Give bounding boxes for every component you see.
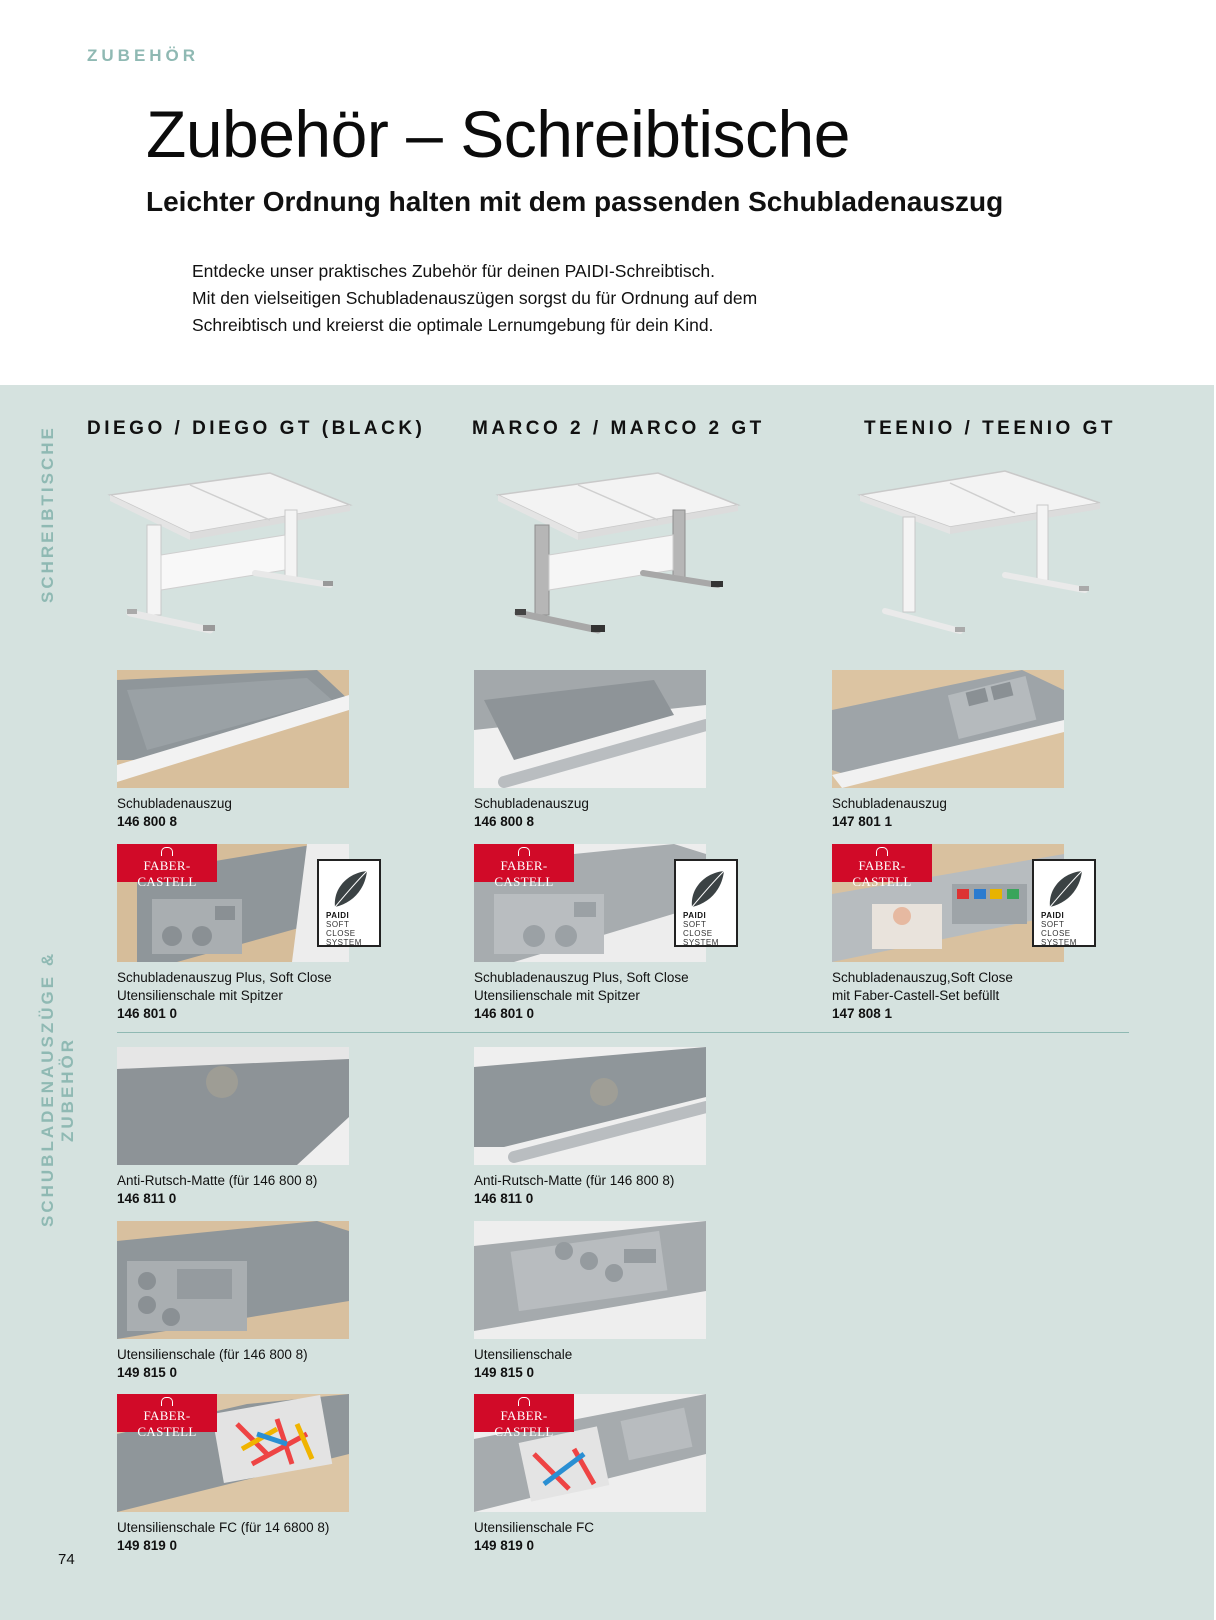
- drawer-photo: [117, 844, 349, 962]
- desk-image-teenio: [855, 465, 1105, 650]
- product-sku: 149 815 0: [474, 1365, 535, 1380]
- product-card: [474, 1221, 794, 1382]
- page-title: Zubehör – Schreibtische: [146, 97, 850, 171]
- product-sku: 149 819 0: [474, 1538, 535, 1553]
- faber-castell-logo: FABER-CASTELL: [117, 844, 217, 882]
- intro-text: [192, 258, 912, 339]
- product-name: Anti-Rutsch-Matte (für 146 800 8): [474, 1173, 675, 1188]
- product-name: Schubladenauszug,Soft Close: [832, 970, 1013, 985]
- product-card: [474, 670, 794, 831]
- product-card: [832, 670, 1152, 831]
- product-name: Schubladenauszug Plus, Soft Close: [117, 970, 332, 985]
- product-name: Schubladenauszug: [474, 796, 589, 811]
- desk-image-diego: [105, 465, 355, 650]
- product-sku: 149 815 0: [117, 1365, 178, 1380]
- product-sku: 146 801 0: [474, 1006, 535, 1021]
- intro-line: Schreibtisch und kreierst die optimale Lernumgebung für dein Kind.: [192, 315, 714, 335]
- product-card: [117, 1047, 437, 1208]
- product-sku: 146 811 0: [474, 1191, 534, 1206]
- leaf-icon: [329, 869, 371, 911]
- faber-castell-logo: FABER-CASTELL: [474, 844, 574, 882]
- section-kicker: ZUBEHÖR: [87, 46, 200, 65]
- page-number: 74: [58, 1551, 75, 1568]
- product-card: [117, 844, 437, 1023]
- tray-photo: [474, 1221, 706, 1339]
- product-name: Schubladenauszug: [832, 796, 947, 811]
- product-sku: 146 811 0: [117, 1191, 177, 1206]
- product-name: Schubladenauszug Plus, Soft Close: [474, 970, 689, 985]
- faber-castell-logo: FABER-CASTELL: [832, 844, 932, 882]
- tray-photo: [117, 1394, 349, 1512]
- tray-photo: [117, 1221, 349, 1339]
- desk-image-marco: [493, 465, 743, 650]
- product-card: [474, 1394, 794, 1555]
- section-divider: [117, 1032, 1129, 1033]
- side-label-desks: SCHREIBTISCHE: [38, 425, 57, 603]
- product-name: Utensilienschale: [474, 1347, 573, 1362]
- leaf-icon: [686, 869, 728, 911]
- product-sku: 146 801 0: [117, 1006, 178, 1021]
- product-card: [117, 670, 437, 831]
- product-name-line2: Utensilienschale mit Spitzer: [117, 988, 283, 1003]
- paidi-soft-close-badge: PAIDI SOFT CLOSE SYSTEM: [1032, 859, 1096, 947]
- product-card: [117, 1394, 437, 1555]
- paidi-soft-close-badge: PAIDI SOFT CLOSE SYSTEM: [317, 859, 381, 947]
- product-name-line2: mit Faber-Castell-Set befüllt: [832, 988, 1000, 1003]
- drawer-photo: [117, 670, 349, 788]
- drawer-photo: [832, 844, 1064, 962]
- product-name: Utensilienschale FC: [474, 1520, 595, 1535]
- product-sku: 146 800 8: [117, 814, 178, 829]
- product-sku: 147 808 1: [832, 1006, 893, 1021]
- drawer-photo: [832, 670, 1064, 788]
- product-name: Utensilienschale (für 146 800 8): [117, 1347, 308, 1362]
- tray-photo: [474, 1394, 706, 1512]
- product-card: [832, 844, 1152, 1023]
- product-card: [474, 1047, 794, 1208]
- leaf-icon: [1044, 869, 1086, 911]
- mat-photo: [474, 1047, 706, 1165]
- column-heading-teenio: TEENIO / TEENIO GT: [864, 418, 1116, 439]
- column-heading-marco: MARCO 2 / MARCO 2 GT: [472, 418, 765, 439]
- intro-line: Mit den vielseitigen Schubladenauszügen sorgst du für Ordnung auf dem: [192, 288, 758, 308]
- faber-castell-logo: FABER-CASTELL: [117, 1394, 217, 1432]
- side-label-drawers: SCHUBLADENAUSZÜGE & ZUBEHÖR: [38, 950, 77, 1228]
- intro-line: Entdecke unser praktisches Zubehör für deinen PAIDI-Schreibtisch.: [192, 261, 715, 281]
- product-sku: 146 800 8: [474, 814, 535, 829]
- product-name: Anti-Rutsch-Matte (für 146 800 8): [117, 1173, 318, 1188]
- product-name: Utensilienschale FC (für 14 6800 8): [117, 1520, 330, 1535]
- paidi-soft-close-badge: PAIDI SOFT CLOSE SYSTEM: [674, 859, 738, 947]
- product-sku: 147 801 1: [832, 814, 893, 829]
- drawer-photo: [474, 844, 706, 962]
- product-card: [117, 1221, 437, 1382]
- column-heading-diego: DIEGO / DIEGO GT (BLACK): [87, 418, 426, 439]
- drawer-photo: [474, 670, 706, 788]
- product-name: Schubladenauszug: [117, 796, 232, 811]
- product-card: [474, 844, 794, 1023]
- mat-photo: [117, 1047, 349, 1165]
- product-name-line2: Utensilienschale mit Spitzer: [474, 988, 640, 1003]
- product-sku: 149 819 0: [117, 1538, 178, 1553]
- faber-castell-logo: FABER-CASTELL: [474, 1394, 574, 1432]
- page-subtitle: Leichter Ordnung halten mit dem passenden Schubladenauszug: [146, 186, 1004, 217]
